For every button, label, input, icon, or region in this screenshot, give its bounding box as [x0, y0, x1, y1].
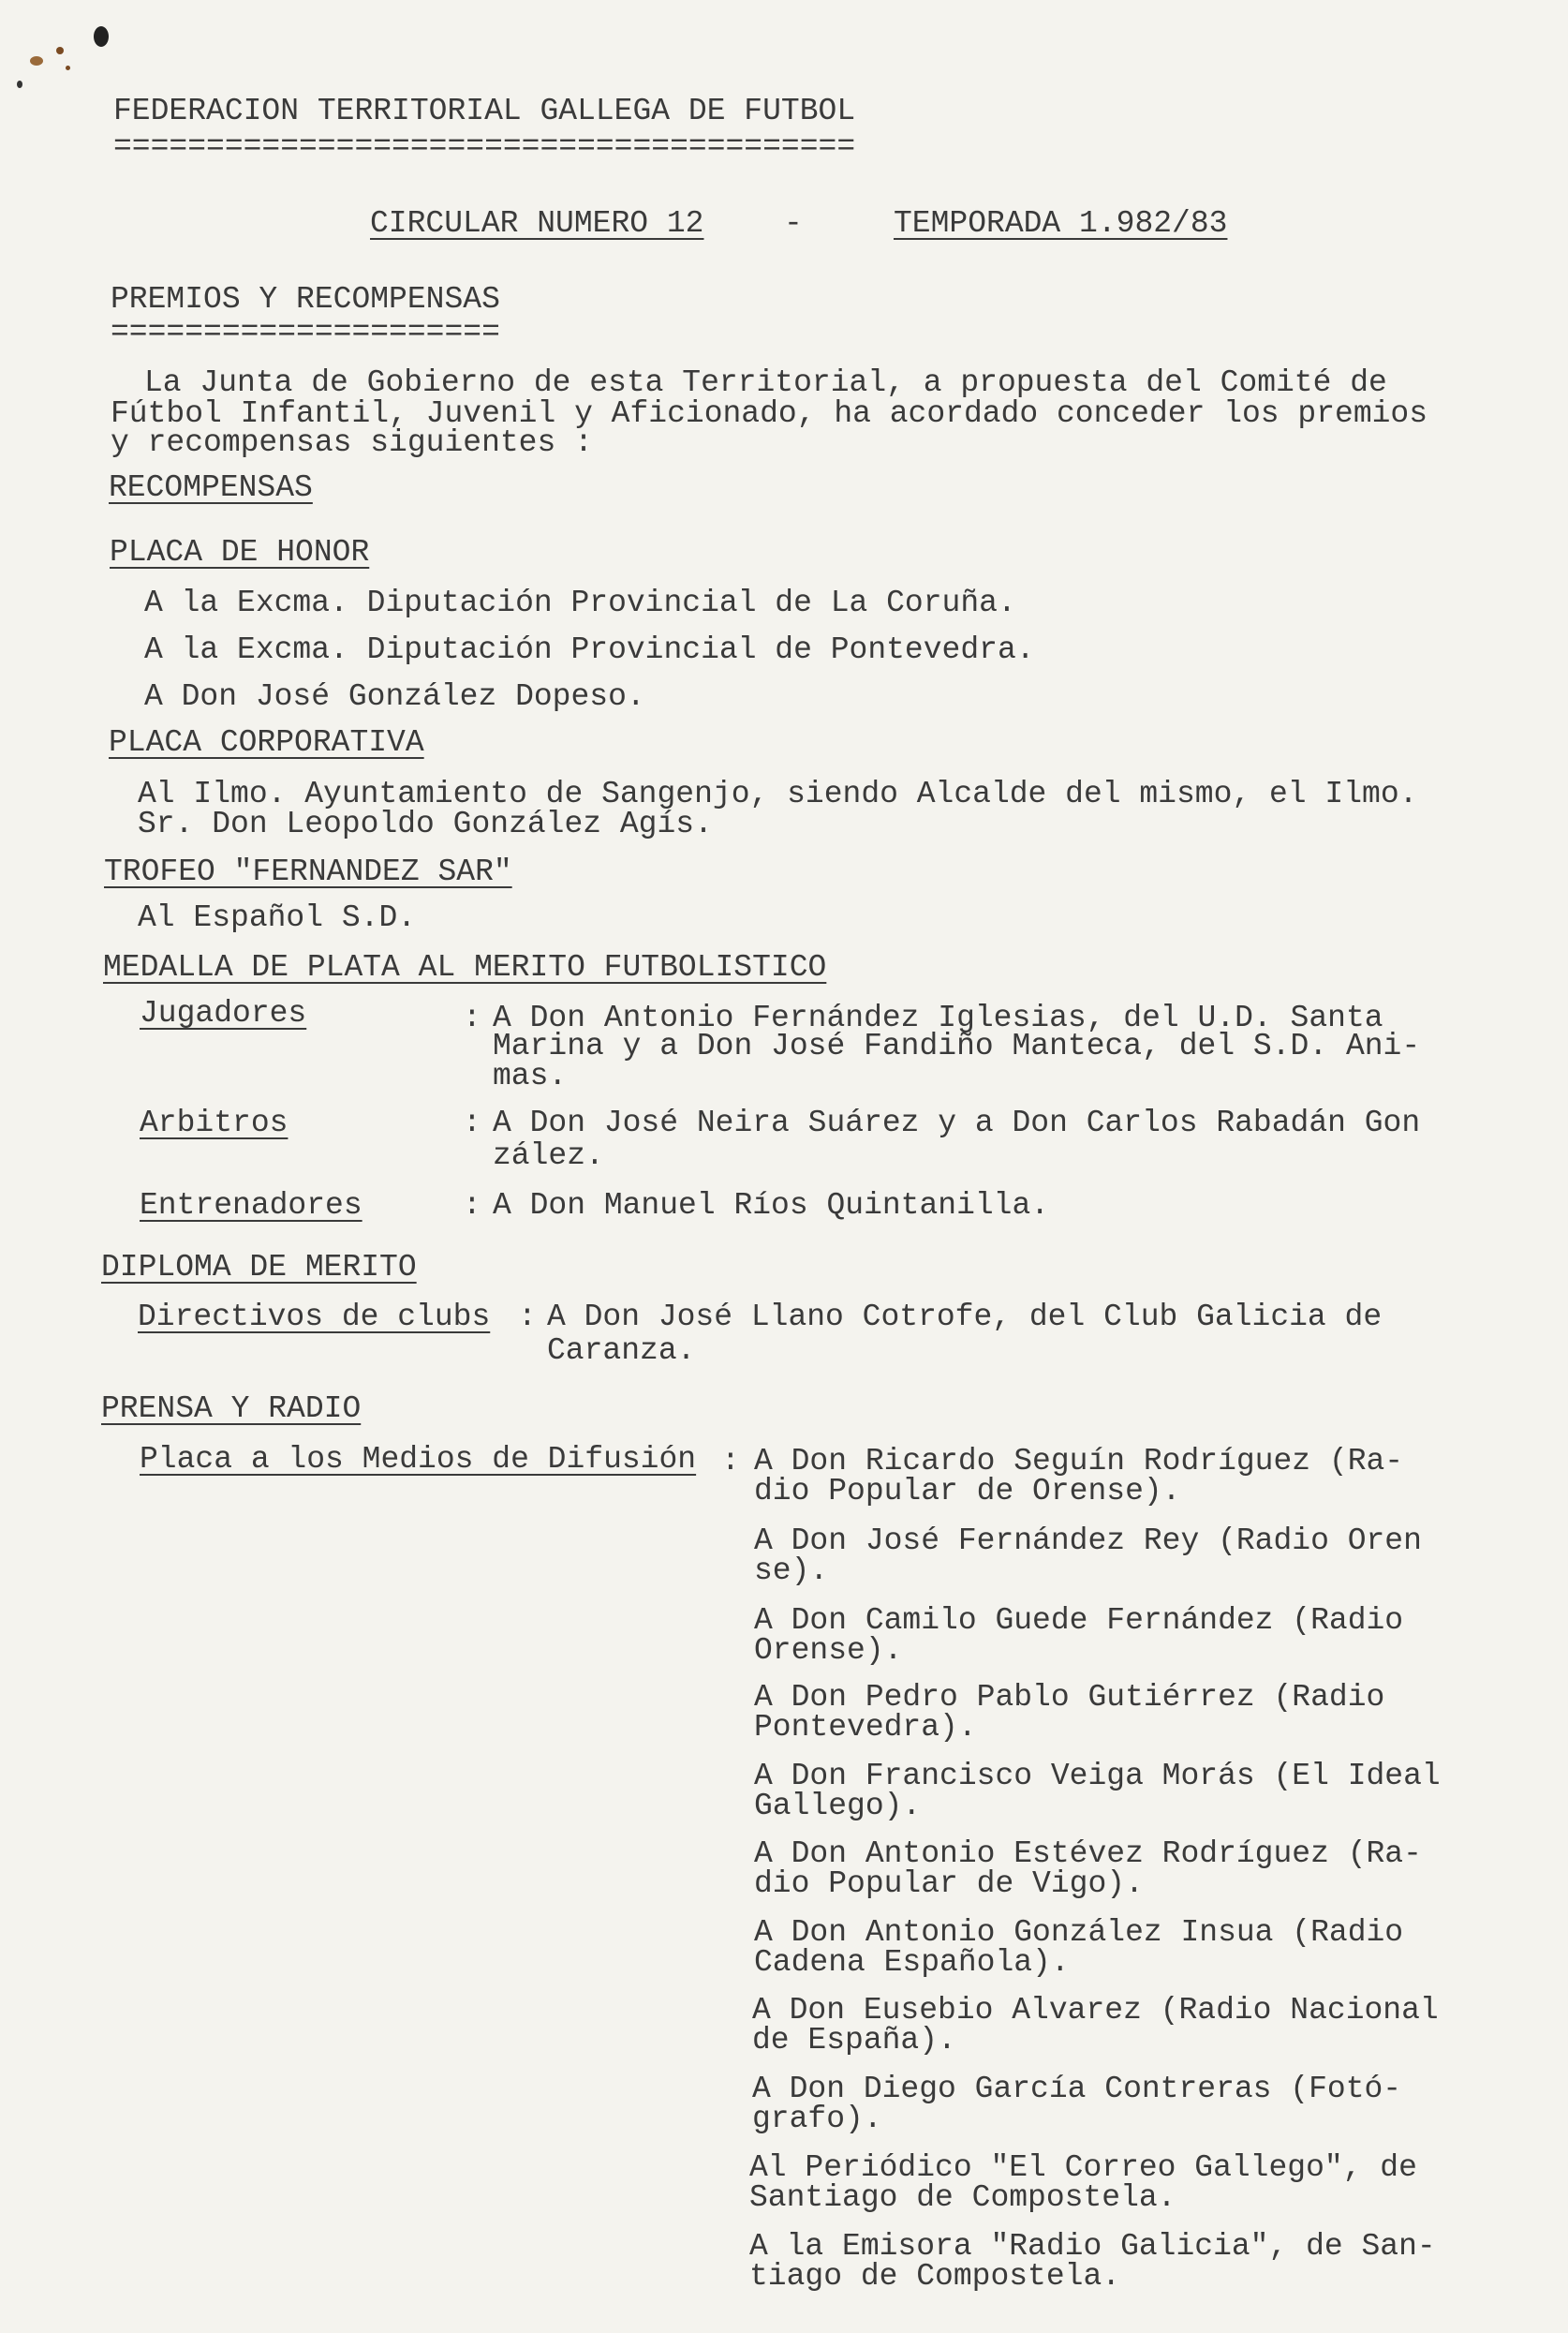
text-line: A Don José Llano Cotrofe, del Club Galicia de	[547, 1300, 1383, 1334]
press-entry-line: se).	[754, 1553, 829, 1588]
press-entry-line: A Don Pedro Pablo Gutiérrez (Radio	[754, 1680, 1385, 1715]
category-label: Entrenadores	[140, 1188, 362, 1223]
placa-corporativa-heading: PLACA CORPORATIVA	[109, 725, 424, 760]
colon: :	[463, 1188, 481, 1223]
trofeo-recipient: Al Español S.D.	[138, 900, 417, 935]
intro-line: La Junta de Gobierno de esta Territorial, a propuesta del Comité de	[144, 365, 1387, 400]
press-entry-line: Santiago de Compostela.	[749, 2180, 1176, 2215]
text-line: Sr. Don Leopoldo González Agís.	[138, 807, 713, 841]
season: TEMPORADA 1.982/83	[894, 206, 1228, 241]
medalla-heading: MEDALLA DE PLATA AL MERITO FUTBOLISTICO	[103, 950, 827, 985]
press-entry-line: dio Popular de Vigo).	[754, 1866, 1144, 1901]
intro-line: y recompensas siguientes :	[111, 425, 593, 460]
press-entry-line: dio Popular de Orense).	[754, 1474, 1181, 1508]
text-line: Caranza.	[547, 1333, 696, 1368]
text-line: zález.	[493, 1138, 604, 1173]
press-entry-line: Orense).	[754, 1633, 903, 1668]
prensa-heading: PRENSA Y RADIO	[101, 1391, 362, 1426]
text-line: A Don Antonio Fernández Iglesias, del U.D. Santa	[493, 1001, 1383, 1035]
circular-number: CIRCULAR NUMERO 12	[370, 206, 704, 241]
press-entry-line: Al Periódico "El Correo Gallego", de	[749, 2150, 1417, 2185]
text-line: mas.	[493, 1059, 568, 1093]
press-entry-line: grafo).	[752, 2102, 882, 2136]
press-entry-line: A Don Francisco Veiga Morás (El Ideal	[754, 1759, 1441, 1793]
press-entry-line: A la Emisora "Radio Galicia", de San-	[749, 2229, 1436, 2264]
category-label: Placa a los Medios de Difusión	[140, 1442, 697, 1477]
separator: -	[784, 206, 803, 241]
list-item: A Don José González Dopeso.	[144, 679, 645, 714]
colon: :	[463, 1106, 481, 1140]
press-entry-line: de España).	[752, 2023, 956, 2058]
list-item: A la Excma. Diputación Provincial de La Coruña.	[144, 586, 1016, 620]
list-item: A la Excma. Diputación Provincial de Pontevedra.	[144, 632, 1035, 667]
press-entry-line: A Don Ricardo Seguín Rodríguez (Ra-	[754, 1444, 1404, 1479]
category-label: Arbitros	[140, 1106, 288, 1140]
trofeo-heading: TROFEO "FERNANDEZ SAR"	[104, 854, 512, 889]
category-label: Jugadores	[140, 996, 307, 1031]
text-line: Marina y a Don José Fandiño Manteca, del S.D. Ani-	[493, 1029, 1421, 1063]
press-entry-line: Pontevedra).	[754, 1710, 977, 1745]
press-entry-line: A Don Camilo Guede Fernández (Radio	[754, 1603, 1404, 1638]
colon: :	[463, 1001, 481, 1035]
press-entry-line: A Don Eusebio Alvarez (Radio Nacional	[752, 1993, 1439, 2028]
press-entry-line: A Don Diego García Contreras (Fotó-	[752, 2072, 1402, 2106]
intro-line: Fútbol Infantil, Juvenil y Aficionado, ha acordado conceder los premios	[111, 396, 1428, 431]
press-entry-line: A Don Antonio Estévez Rodríguez (Ra-	[754, 1836, 1422, 1871]
section-rule: =====================	[111, 315, 500, 349]
text-line: A Don José Neira Suárez y a Don Carlos Rabadán Gon	[493, 1106, 1421, 1140]
diploma-heading: DIPLOMA DE MERITO	[101, 1250, 417, 1285]
colon: :	[721, 1444, 740, 1479]
press-entry-line: tiago de Compostela.	[749, 2259, 1121, 2294]
header-rule: ========================================	[113, 129, 856, 164]
placa-honor-heading: PLACA DE HONOR	[110, 535, 370, 570]
section-title: PREMIOS Y RECOMPENSAS	[111, 282, 500, 317]
press-entry-line: A Don Antonio González Insua (Radio	[754, 1915, 1404, 1950]
text-line: A Don Manuel Ríos Quintanilla.	[493, 1188, 1050, 1223]
press-entry-line: Cadena Española).	[754, 1945, 1070, 1980]
recompensas-heading: RECOMPENSAS	[109, 470, 313, 505]
press-entry-line: A Don José Fernández Rey (Radio Oren	[754, 1523, 1422, 1558]
press-entry-line: Gallego).	[754, 1789, 922, 1823]
organization-name: FEDERACION TERRITORIAL GALLEGA DE FUTBOL	[113, 94, 856, 128]
text-line: Al Ilmo. Ayuntamiento de Sangenjo, siendo Alcalde del mismo, el Ilmo.	[138, 777, 1418, 811]
category-label: Directivos de clubs	[138, 1300, 491, 1334]
colon: :	[518, 1300, 537, 1334]
